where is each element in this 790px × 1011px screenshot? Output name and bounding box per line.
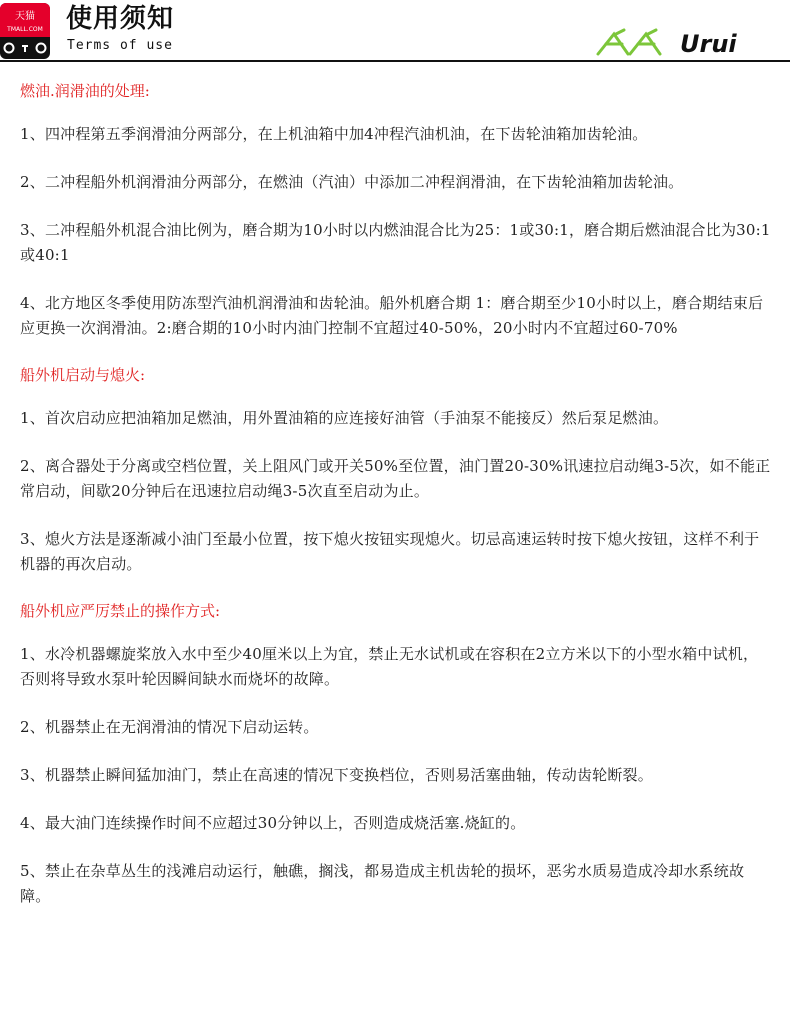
paragraph: 2、二冲程船外机润滑油分两部分，在燃油（汽油）中添加二冲程润滑油，在下齿轮油箱加齿轮油。 <box>20 173 684 191</box>
paragraph: 2、离合器处于分离或空档位置，关上阻风门或开关50%至位置，油门置20-30%讯速拉启动绳3-5次，如不能正常启动，间歇20分钟后在迅速拉启动绳3-5次直至启动为止。 <box>20 457 771 500</box>
logo-text-top: 天猫 <box>15 11 35 22</box>
brand-name: Urui <box>680 30 737 58</box>
section-start-stop <box>20 364 772 577</box>
paragraph: 3、机器禁止瞬间猛加油门，禁止在高速的情况下变换档位，否则易活塞曲轴，传动齿轮断裂。 <box>20 766 653 784</box>
tmall-logo <box>0 3 50 59</box>
paragraph: 4、最大油门连续操作时间不应超过30分钟以上，否则造成烧活塞.烧缸的。 <box>20 814 526 832</box>
page-subtitle: Terms of use <box>67 38 173 53</box>
paragraph: 3、二冲程船外机混合油比例为，磨合期为10小时以内燃油混合比为25：1或30:1，磨合期后燃油混合比为30:1或40:1 <box>20 221 771 264</box>
paragraph: 5、禁止在杂草丛生的浅滩启动运行，触礁，搁浅，都易造成主机齿轮的损坏，恶劣水质易造成冷却水系统故障。 <box>20 862 745 905</box>
section-prohibited-operations <box>20 600 772 909</box>
palm-tree-icon <box>598 30 660 54</box>
section-title: 船外机应严厉禁止的操作方式: <box>20 602 221 620</box>
paragraph: 2、机器禁止在无润滑油的情况下启动运转。 <box>20 718 319 736</box>
page-title: 使用须知 <box>66 4 175 34</box>
header-divider <box>0 60 790 62</box>
section-fuel-lubricant <box>20 80 772 341</box>
paragraph: 1、四冲程第五季润滑油分两部分，在上机油箱中加4冲程汽油机油，在下齿轮油箱加齿轮油。 <box>20 125 648 143</box>
paragraph: 4、北方地区冬季使用防冻型汽油机润滑油和齿轮油。船外机磨合期 1：磨合期至少10小时以上，磨合期结束后应更换一次润滑油。2:磨合期的10小时内油门控制不宜超过40-50%，20小时内不宜超过60-70% <box>20 294 764 337</box>
terms-content <box>20 66 772 932</box>
paragraph: 1、首次启动应把油箱加足燃油，用外置油箱的应连接好油管（手油泵不能接反）然后泵足燃油。 <box>20 409 669 427</box>
page-header <box>0 0 790 60</box>
paragraph: 1、水冷机器螺旋桨放入水中至少40厘米以上为宜，禁止无水试机或在容积在2立方米以下的小型水箱中试机，否则将导致水泵叶轮因瞬间缺水而烧坏的故障。 <box>20 645 759 688</box>
section-title: 燃油.润滑油的处理: <box>20 82 150 100</box>
paragraph: 3、熄火方法是逐渐减小油门至最小位置，按下熄火按钮实现熄火。切忌高速运转时按下熄火按钮，这样不利于机器的再次启动。 <box>20 530 760 573</box>
section-title: 船外机启动与熄火: <box>20 366 146 384</box>
urui-brand-logo <box>594 28 784 58</box>
logo-text-bottom: TMALL.COM <box>7 26 43 33</box>
